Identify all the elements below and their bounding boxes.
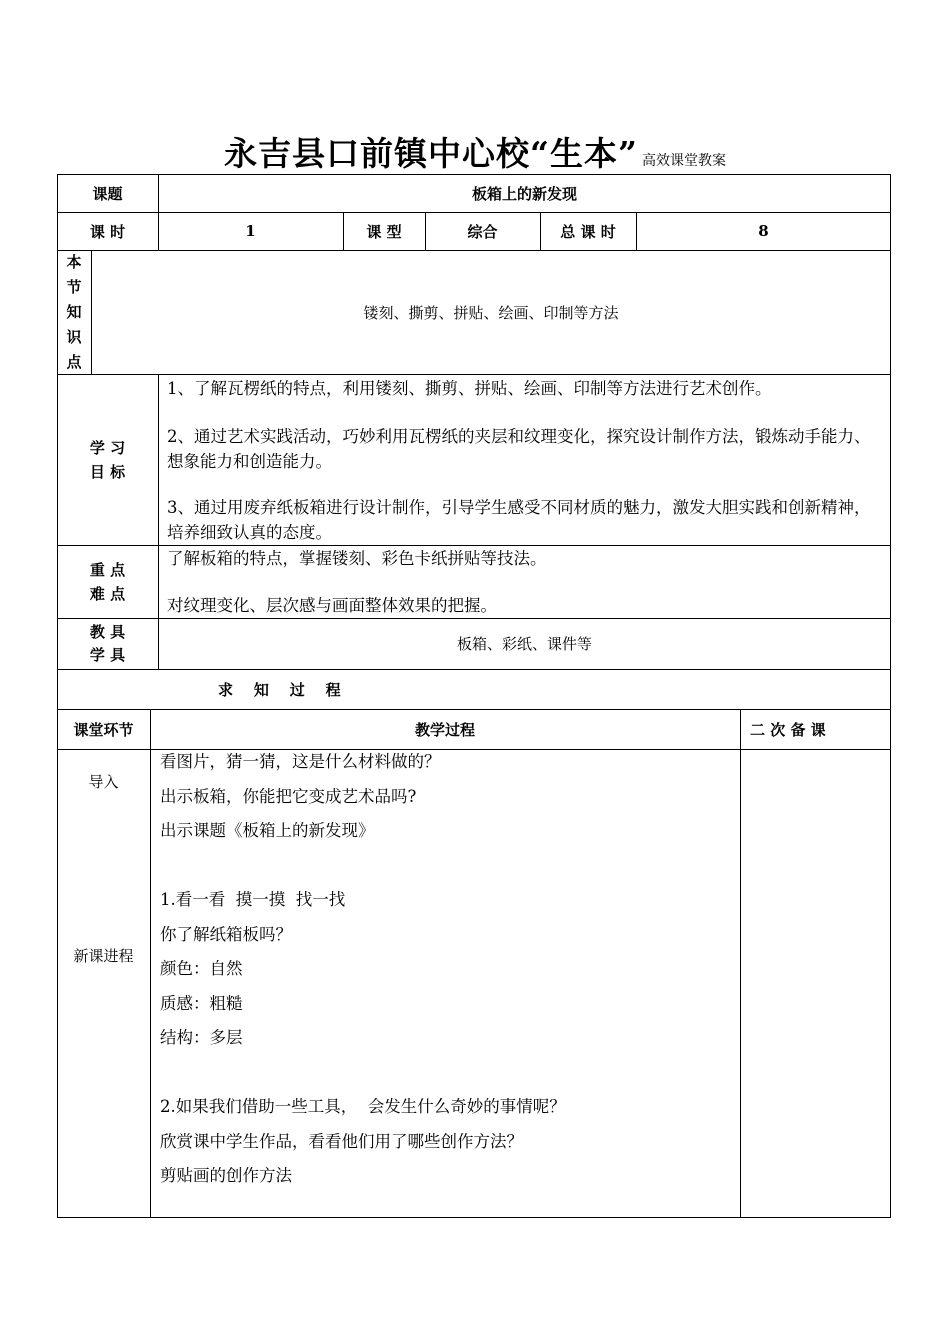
process-line: 结构：多层 [160,1028,243,1047]
goal-2: 2、通过艺术实践活动，巧妙利用瓦楞纸的夹层和纹理变化，探究设计制作方法，锻炼动手能力、想象能力和创造能力。 [167,427,871,471]
process-line: 1.看一看 摸一摸 找一找 [160,890,346,909]
col-header-process: 教学过程 [414,720,475,739]
page-title-line [0,128,950,175]
process-line: 出示板箱，你能把它变成艺术品吗? [160,786,417,806]
focus-point-1: 了解板箱的特点，掌握镂刻、彩色卡纸拼贴等技法。 [167,549,547,568]
process-line: 你了解纸箱板吗？ [160,924,292,944]
col-divider [740,709,741,1218]
page-title: 永吉县口前镇中心校“生本” [224,134,638,173]
total-hours-label: 总 课 时 [560,222,616,241]
process-line: 出示课题《板箱上的新发现》 [160,821,375,840]
goal-1: 1、了解瓦楞纸的特点，利用镂刻、撕剪、拼贴、绘画、印制等方法进行艺术创作。 [167,379,772,398]
stage-intro: 导入 [88,772,119,791]
knowledge-label: 本 节 知 识 点 [66,253,82,371]
process-line [160,849,735,884]
process-line: 欣赏课中学生作品，看看他们用了哪些创作方法？ [160,1131,523,1151]
col-header-prep: 二 次 备 课 [750,720,826,739]
col-divider [150,709,151,1218]
topic-value: 板箱上的新发现 [471,184,577,203]
type-label: 课 型 [366,222,402,241]
tools-label: 教 具 学 具 [89,622,126,664]
type-value: 综合 [467,222,498,241]
hours-label: 课 时 [89,222,126,241]
tools-value: 板箱、彩纸、课件等 [456,635,592,653]
topic-label: 课题 [92,184,123,203]
hours-value: 1 [245,222,256,240]
focus-label: 重 点 难 点 [89,560,126,603]
process-line: 剪贴画的创作方法 [160,1166,292,1185]
goals-label: 学 习 目 标 [89,438,126,481]
page-subtitle: 高效课堂教案 [641,153,726,169]
total-hours-value: 8 [758,222,769,240]
row-divider [57,374,891,375]
process-line: 2.如果我们借助一些工具， 会发生什么奇妙的事情呢？ [160,1097,566,1116]
process-line: 颜色：自然 [160,959,243,978]
goal-3: 3、通过用废弃纸板箱进行设计制作，引导学生感受不同材质的魅力，激发大胆实践和创新精神，培养细致认真的态度。 [167,498,871,542]
col-header-stage: 课堂环节 [73,720,134,739]
process-line: 质感：粗糙 [160,993,243,1013]
process-line: 看图片，猜一猜，这是什么材料做的？ [160,752,441,771]
process-content [160,745,735,1194]
process-heading: 求 知 过 程 [218,680,341,699]
knowledge-value: 镂刻、撕剪、拼贴、绘画、印制等方法 [363,303,619,322]
process-line [160,1056,735,1091]
focus-point-2: 对纹理变化、层次感与画面整体效果的把握。 [167,596,497,615]
stage-new-lesson: 新课进程 [73,946,134,965]
